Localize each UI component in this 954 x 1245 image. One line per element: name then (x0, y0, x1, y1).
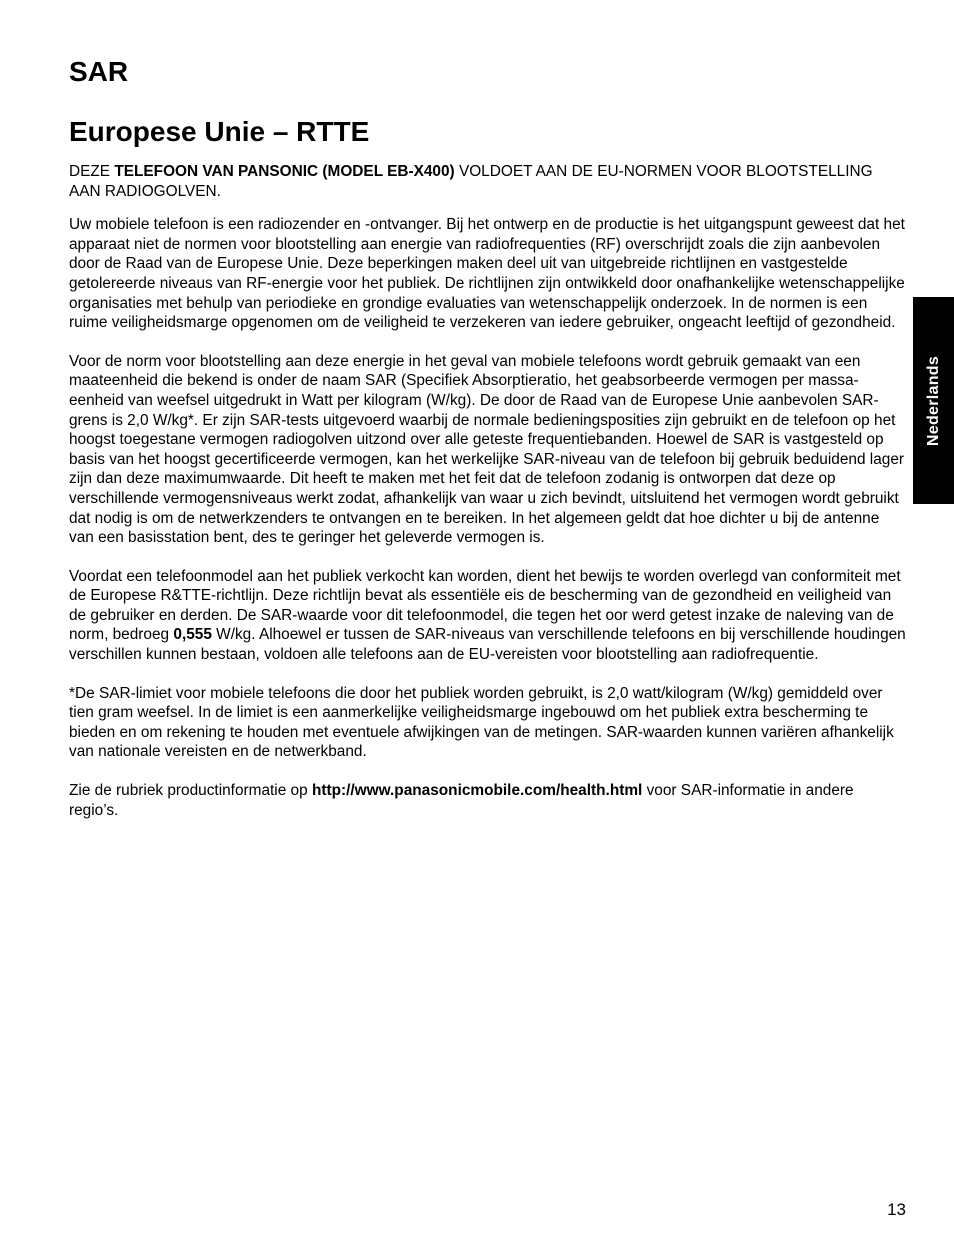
product-info-suffix: voor SAR-informatie in andere regio’s. (69, 782, 854, 819)
conformity-suffix: W/kg. Alhoewel er tussen de SAR-niveaus van verschillende telefoons en bij verschillende houdingen verschillen kunnen bestaan, voldoen alle telefoons aan de EU-vereisten voor blootstelling aan radiofrequentie. (69, 626, 906, 664)
paragraph-sar-limit-footnote: *De SAR-limiet voor mobiele telefoons die door het publiek worden gebruikt, is 2,0 watt/kilogram (W/kg) gemiddeld over tien gram weefsel. In de limiet is een aanmerkelijke veiligheidsmarge ingebouwd om het publiek extra bescherming te bieden en om rekening te houden met eventuele afwijkingen van de metingen. SAR-waarden kunnen variëren afhankelijk van nationale vereisten en de netwerkband. (69, 684, 894, 761)
sar-value: 0,555 (173, 626, 212, 644)
paragraph-conformity (69, 567, 907, 665)
product-info-prefix: Zie de rubriek productinformatie op (69, 782, 312, 800)
paragraph-product-info (69, 781, 907, 820)
paragraph-radio-transmitter: Uw mobiele telefoon is een radiozender en -ontvanger. Bij het ontwerp en de productie is het uitgangspunt geweest dat het apparaat niet de normen voor blootstelling aan energie van radiofrequenties (RF) overschrijdt zoals die zijn aanbevolen door de Raad van de Europese Unie. Deze beperkingen maken deel uit van uitgebreide richtlijnen en vastgestelde getolereerde niveaus van RF-energie voor het publiek. De richtlijnen zijn ontwikkeld door onafhankelijke wetenschappelijke organisaties met behulp van periodieke en grondige evaluaties van wetenschappelijk onderzoek. In de normen is een ruime veiligheidsmarge opgenomen om de veiligheid te verzekeren van iedere gebruiker, ongeacht leeftijd of gezondheid. (69, 216, 905, 332)
page-number: 13 (887, 1200, 906, 1219)
language-side-tab (913, 297, 954, 504)
page-content (69, 56, 907, 839)
intro-suffix: VOLDOET AAN DE EU-NORMEN VOOR BLOOTSTELLING AAN RADIOGOLVEN. (69, 163, 873, 200)
intro-model-name: TELEFOON VAN PANSONIC (MODEL EB-X400) (114, 163, 455, 180)
page-title: SAR (69, 56, 129, 87)
intro-prefix: DEZE (69, 163, 115, 180)
intro-statement (69, 162, 907, 201)
paragraph-sar-definition: Voor de norm voor blootstelling aan deze energie in het geval van mobiele telefoons wordt gebruik gemaakt van een maateenheid die bekend is onder de naam SAR (Specifiek Absorptieratio, het geabsorbeerde vermogen per massa-eenheid van weefsel uitgedrukt in Watt per kilogram (W/kg). De door de Raad van de Europese Unie aanbevolen SAR-grens is 2,0 W/kg*. Er zijn SAR-tests uitgevoerd waarbij de normale bedieningsposities zijn gebruikt en de telefoon op het hoogst toegestane vermogen radiogolven uitzond over alle geteste frequentiebanden. Hoewel de SAR is vastgesteld op basis van het hoogst gecertificeerde vermogen, kan het werkelijke SAR-niveau van de telefoon bij gebruik beduidend lager zijn dan deze maximumwaarde. Dit heeft te maken met het feit dat de telefoon zodanig is ontworpen dat deze op verschillende vermogensniveaus werkt zodat, afhankelijk van waar u zich bevindt, uitsluitend het vermogen wordt gebruikt dat nodig is om de netwerkzenders te ontvangen en te bereiken. In het algemeen geldt dat hoe dichter u bij de antenne van een basisstation bent, des te geringer het geleverde vermogen is. (69, 352, 905, 547)
conformity-prefix: Voordat een telefoonmodel aan het publiek verkocht kan worden, dient het bewijs te worden overlegd van conformiteit met de Europese R&TTE-richtlijn. Deze richtlijn bevat als essentiële eis de bescherming van de gezondheid en veiligheid van de gebruiker en derden. De SAR-waarde voor dit telefoonmodel, die tegen het oor werd getest inzake de naleving van de norm, bedroeg (69, 567, 901, 644)
section-title: Europese Unie – RTTE (69, 116, 370, 147)
language-tab-label: Nederlands (924, 355, 942, 446)
health-url-link[interactable]: http://www.panasonicmobile.com/health.html (311, 782, 643, 800)
